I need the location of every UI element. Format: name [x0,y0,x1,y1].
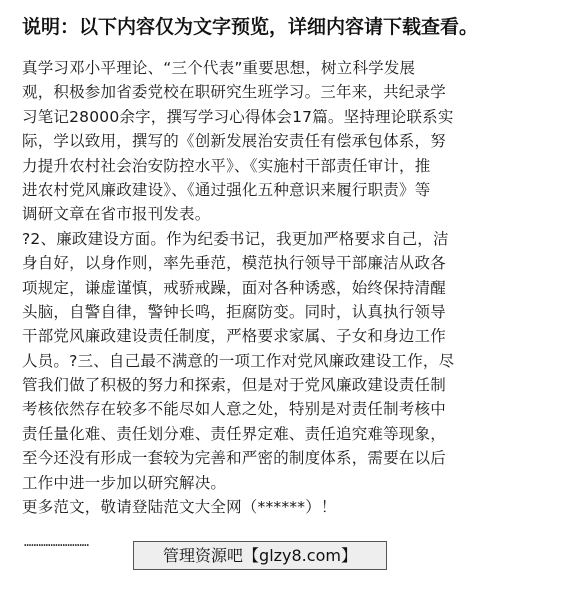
body-line: 至今还没有形成一套较为完善和严密的制度体系，需要在以后 [22,449,446,468]
preview-notice: 说明：以下内容仅为文字预览，详细内容请下载查看。 [22,16,479,38]
body-line: 力提升农村社会治安防控水平》、《实施村干部责任审计，推 [22,156,431,175]
body-line: 考核依然存在较多不能尽如人意之处，特别是对责任制考核中 [22,400,446,419]
body-line: 人员。?三、自己最不满意的一项工作对党风廉政建设工作，尽 [22,351,455,370]
body-line: 际，学以致用，撰写的《创新发展治安责任有偿承包体系，努 [22,132,446,151]
body-line: 身自好，以身作则，率先垂范，模范执行领导干部廉洁从政各 [22,254,446,273]
body-line: 工作中进一步加以研究解决。 [22,473,227,492]
body-line: 进农村党风廉政建设》、《通过强化五种意识来履行职责》等 [22,180,431,199]
body-line: 习笔记28000余字，撰写学习心得体会17篇。坚持理论联系实 [22,107,454,126]
body-line: 管我们做了积极的努力和探索，但是对于党风廉政建设责任制 [22,376,446,395]
body-line: 头脑，自警自律，警钟长鸣，拒腐防变。同时，认真执行领导 [22,302,446,321]
document-body [22,56,542,519]
body-line: 真学习邓小平理论、“三个代表”重要思想，树立科学发展 [22,59,416,77]
body-line: 观，积极参加省委党校在职研究生班学习。三年来，共纪录学 [22,83,446,102]
dotted-separator: ……………………… [24,535,90,549]
more-templates-line: 更多范文，敬请登陆范文大全网（******）！ [22,498,337,517]
body-line: 项规定，谦虚谨慎，戒骄戒躁，面对各种诱惑，始终保持清醒 [22,278,446,297]
body-line: 责任量化难、责任划分难、责任界定难、责任追究难等现象， [22,424,446,443]
body-line: ?2、廉政建设方面。作为纪委书记，我更加严格要求自己，洁 [22,229,449,248]
site-link-button[interactable]: 管理资源吧【glzy8.com】 [133,541,387,570]
body-line: 调研文章在省市报刊发表。 [22,205,211,224]
body-line: 干部党风廉政建设责任制度，严格要求家属、子女和身边工作 [22,327,446,346]
